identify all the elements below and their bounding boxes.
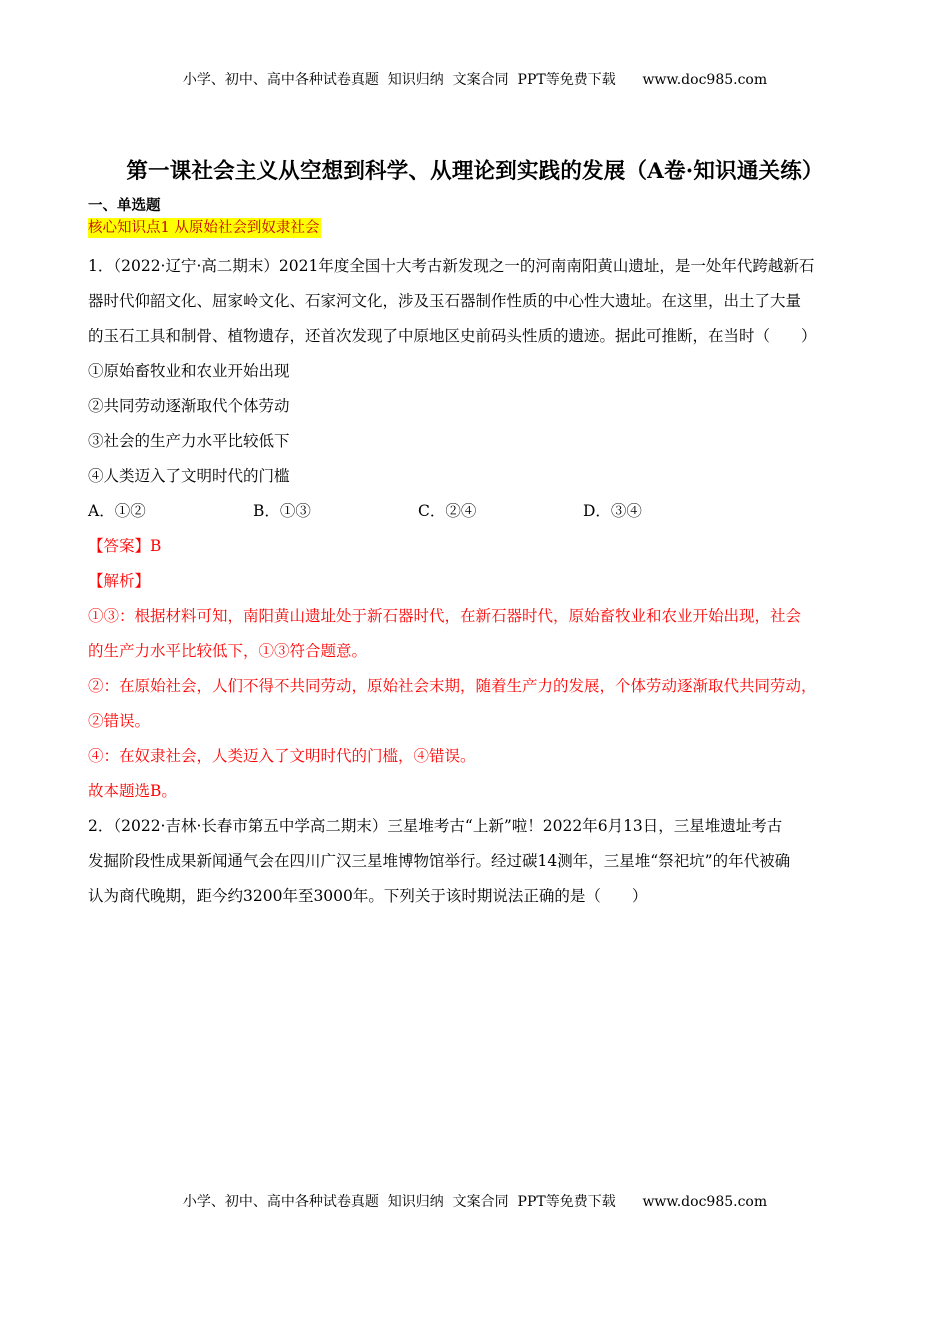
page-header: 小学、初中、高中各种试卷真题 知识归纳 文案合同 PPT等免费下载 www.doc985.com	[182, 72, 768, 88]
statement-item: ①原始畜牧业和农业开始出现	[88, 362, 290, 380]
question-1	[88, 249, 868, 809]
analysis-line: 的生产力水平比较低下，①③符合题意。	[88, 642, 368, 660]
question-text-line: 认为商代晚期，距今约3200年至3000年。下列关于该时期说法正确的是（ ）	[88, 887, 648, 905]
question-text-line: 1．（2022·辽宁·高二期末）2021年度全国十大考古新发现之一的河南南阳黄山遗址，是一处年代跨越新石	[88, 257, 815, 275]
option-a: A．①②	[88, 502, 146, 520]
analysis-label: 【解析】	[88, 572, 151, 590]
analysis-line: ②：在原始社会，人们不得不共同劳动，原始社会末期，随着生产力的发展，个体劳动逐渐取代共同劳动，	[88, 677, 817, 695]
analysis-line: ①③：根据材料可知，南阳黄山遗址处于新石器时代，在新石器时代，原始畜牧业和农业开始出现，社会	[88, 607, 802, 625]
page-footer: 小学、初中、高中各种试卷真题 知识归纳 文案合同 PPT等免费下载 www.doc985.com	[182, 1194, 768, 1210]
statement-item: ②共同劳动逐渐取代个体劳动	[88, 397, 290, 415]
document-title: 第一课社会主义从空想到科学、从理论到实践的发展（A卷·知识通关练）	[126, 159, 824, 184]
analysis-conclusion: 故本题选B。	[88, 782, 177, 800]
document-body	[88, 196, 868, 914]
statement-item: ③社会的生产力水平比较低下	[88, 432, 290, 450]
option-d: D．③④	[583, 502, 642, 520]
option-b: B．①③	[253, 502, 311, 520]
question-text-line: 2．（2022·吉林·长春市第五中学高二期末）三星堆考古“上新”啦！2022年6月13日，三星堆遗址考古	[88, 817, 783, 835]
question-text-line: 发掘阶段性成果新闻通气会在四川广汉三星堆博物馆举行。经过碳14测年，三星堆“祭祀坑”的年代被确	[88, 852, 791, 870]
answer-label: 【答案】B	[88, 537, 162, 555]
question-text-line: 的玉石工具和制骨、植物遗存，还首次发现了中原地区史前码头性质的遗迹。据此可推断，在当时（ ）	[88, 327, 817, 345]
analysis-line: ②错误。	[88, 712, 151, 730]
knowledge-point-highlight: 核心知识点1 从原始社会到奴隶社会	[88, 220, 320, 236]
statement-item: ④人类迈入了文明时代的门槛	[88, 467, 290, 485]
section-heading: 一、单选题	[88, 197, 161, 214]
question-text-line: 器时代仰韶文化、屈家岭文化、石家河文化，涉及玉石器制作性质的中心性大遗址。在这里，出土了大量	[88, 292, 802, 310]
answer-options	[88, 494, 868, 529]
question-2	[88, 809, 868, 914]
analysis-line: ④：在奴隶社会，人类迈入了文明时代的门槛，④错误。	[88, 747, 476, 765]
option-c: C．②④	[418, 502, 477, 520]
